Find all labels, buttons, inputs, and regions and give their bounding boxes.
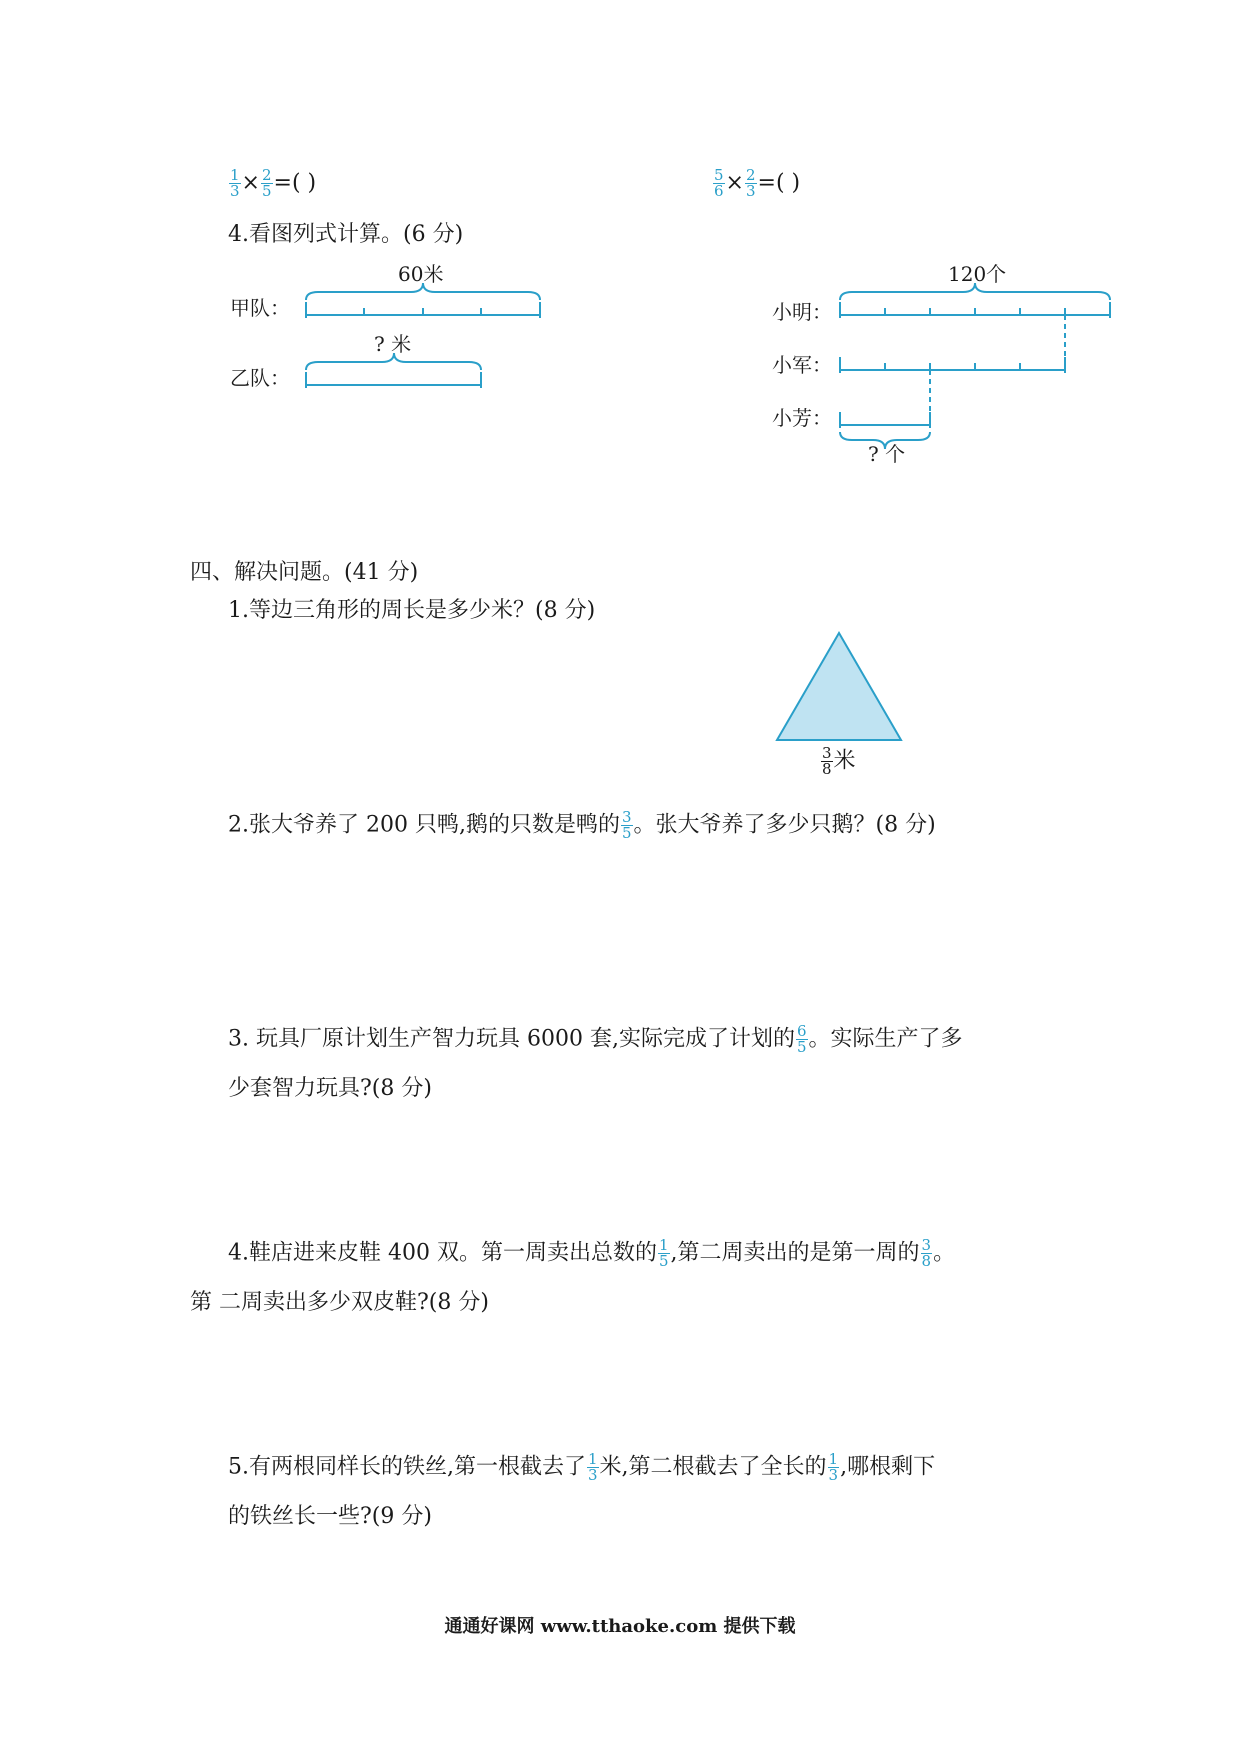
problem-4-line-1: 4.鞋店进来皮鞋 400 双。第一周卖出总数的 $\frac{1}{5}$ ,第二周卖出的是第一周的 $\frac{3}{8}$ 。	[228, 1236, 956, 1270]
fraction: $\frac{1}{5}$	[658, 1236, 669, 1270]
label-xiaoming: 小明：	[772, 300, 832, 324]
problem-3-line-1: 3. 玩具厂原计划生产智力玩具 6000 套,实际完成了计划的 $\frac{6}{5}$ 。实际生产了多	[228, 1022, 963, 1056]
footer-source: 通通好课网 www.tthaoke.com 提供下载	[444, 1616, 796, 1637]
bar-xiaojun	[840, 357, 1065, 373]
fraction: $\frac{3}{8}$	[822, 744, 832, 778]
triangle-side-label: $\frac{3}{8}$ 米	[822, 744, 856, 778]
fraction: $\frac{1}{3}$	[230, 166, 240, 200]
calc-expression-1: $\frac{1}{3}$ × $\frac{2}{5}$ =( )	[230, 166, 317, 200]
fraction: $\frac{5}{6}$	[714, 166, 724, 200]
fraction: $\frac{1}{3}$	[588, 1450, 598, 1484]
calc-expression-2: $\frac{5}{6}$ × $\frac{2}{3}$ =( )	[714, 166, 801, 200]
fraction: $\frac{2}{5}$	[261, 166, 272, 200]
question-4-title: 4.看图列式计算。(6 分)	[228, 222, 464, 247]
label-total-60m: 60米	[398, 262, 444, 286]
equilateral-triangle	[777, 633, 901, 740]
problem-2: 2.张大爷养了 200 只鸭,鹅的只数是鸭的 $\frac{3}{5}$ 。张大爷养了多少只鹅？(8 分)	[228, 808, 936, 842]
label-xiaojun: 小军：	[772, 353, 832, 377]
label-yidui: 乙队：	[230, 366, 290, 390]
problem-4-line-2: 第 二周卖出多少双皮鞋?(8 分)	[190, 1290, 489, 1315]
bar-yidui	[306, 372, 481, 388]
label-total-120: 120个	[948, 262, 1007, 286]
bar-xiaoming	[840, 302, 1110, 318]
bar-jiadui	[306, 302, 540, 318]
fraction: $\frac{3}{5}$	[621, 808, 632, 842]
label-unknown-m: ? 米	[374, 332, 412, 356]
fraction: $\frac{3}{8}$	[921, 1236, 932, 1270]
problem-1: 1.等边三角形的周长是多少米？(8 分)	[228, 598, 596, 623]
label-jiadui: 甲队：	[230, 296, 290, 320]
fraction: $\frac{2}{3}$	[745, 166, 756, 200]
problem-3-line-2: 少套智力玩具?(8 分)	[228, 1076, 432, 1101]
bar-xiaofang	[840, 412, 930, 428]
fraction: $\frac{1}{3}$	[828, 1450, 839, 1484]
label-xiaofang: 小芳：	[772, 406, 832, 430]
label-unknown-ge: ? 个	[868, 442, 906, 466]
fraction: $\frac{6}{5}$	[796, 1022, 807, 1056]
problem-5-line-2: 的铁丝长一些?(9 分)	[228, 1504, 432, 1529]
problem-5-line-1: 5.有两根同样长的铁丝,第一根截去了 $\frac{1}{3}$ 米,第二根截去了全长的 $\frac{1}{3}$ ,哪根剩下	[228, 1450, 936, 1484]
section-4-heading: 四、解决问题。(41 分)	[190, 560, 419, 585]
